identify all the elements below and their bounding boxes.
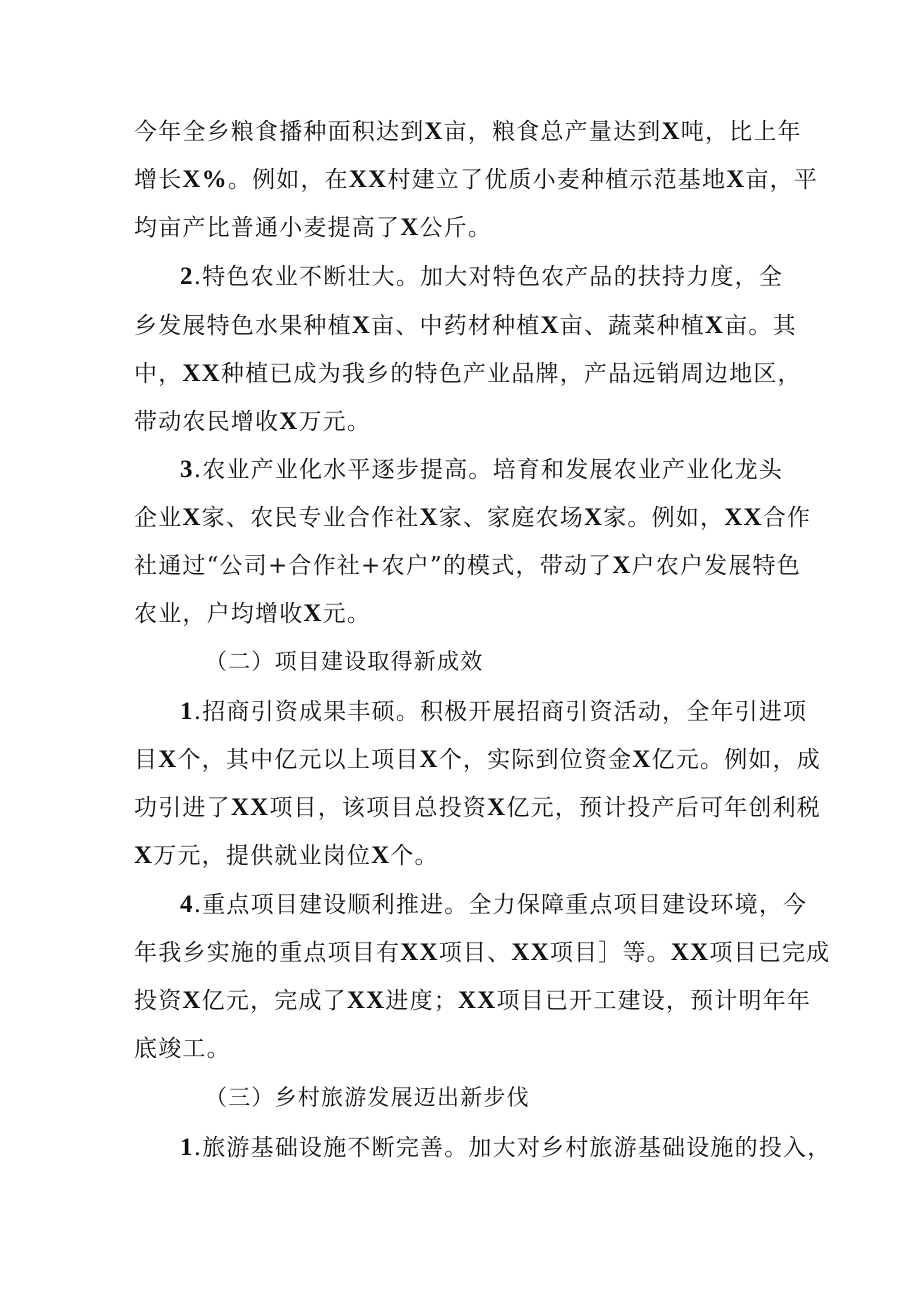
text-run: 年我乡实施的重点项目有 [134,940,401,966]
placeholder-value: X [182,504,202,531]
text-run: 家、农民专业合作社 [201,505,420,531]
placeholder-value: X [726,166,746,193]
text-run: 合作 [762,505,812,531]
text-run: 种植已成为我乡的特色产业品牌，产品远销周边地区， [220,361,802,387]
text-run: 亩。其 [724,313,797,339]
paragraph-line [134,784,822,832]
paragraph-line [134,1025,794,1073]
text-run: 个。 [390,843,439,869]
list-number: 2 [180,263,194,290]
text-run: 项目已完成 [709,940,831,966]
placeholder-value: X [279,408,299,435]
placeholder-value: XX [511,939,550,966]
placeholder-value: XX [724,504,763,531]
text-run: 村建立了优质小麦种植示范基地 [387,167,727,193]
paragraph-line [180,1124,840,1172]
paragraph-line [134,494,812,542]
placeholder-value: X [487,794,507,821]
text-run: 个，其中亿元以上项目 [177,747,420,773]
text-run: 乡发展特色水果种植 [134,313,352,339]
paragraph-line [134,398,794,446]
text-run: 带动农民增收 [134,409,280,435]
placeholder-value: X [612,552,632,579]
paragraph-line [134,977,812,1025]
paragraph-line [134,832,794,880]
text-run: 均亩产比普通小麦提高了 [134,215,401,241]
list-number: 4 [180,891,194,918]
text-run: 亩、蔬菜种植 [559,313,705,339]
text-run: 个，实际到位资金 [438,747,633,773]
list-number: 1 [180,698,194,725]
placeholder-value: XX [348,166,388,193]
placeholder-value: X [400,214,420,241]
placeholder-value: X [134,842,154,869]
section-heading: （二）项目建设取得新成效 [205,650,484,675]
placeholder-value: XX [230,794,270,821]
text-run: 项目］等。 [549,940,671,966]
placeholder-value: X [158,746,178,773]
text-run: .特色农业不断壮大。加大对特色农产品的扶持力度，全 [193,264,784,290]
placeholder-value: X [351,312,372,339]
placeholder-value: X [540,312,560,339]
text-run: 增长 [134,167,183,193]
placeholder-value: XX [182,360,221,387]
paragraph-line [134,350,802,398]
text-run: 投资 [134,988,183,1014]
list-number: 1 [180,1134,194,1161]
text-run: 家、家庭农场 [438,505,584,531]
paragraph-line [134,929,831,977]
placeholder-value: X [419,746,439,773]
text-run: .旅游基础设施不断完善。加大对乡村旅游基础设施的投入， [193,1135,832,1161]
text-run: 农业，户均增收 [134,601,304,627]
paragraph-line [180,253,840,301]
text-run: .农业产业化水平逐步提高。培育和发展农业产业化龙头 [193,457,784,483]
placeholder-value: XX [670,939,710,966]
text-run: 。例如，在 [227,167,349,193]
placeholder-value: X% [182,166,228,193]
placeholder-value: X [303,600,323,627]
text-run: 亿元。例如，成 [651,747,822,773]
text-run: 今年全乡粮食播种面积达到 [134,119,425,145]
text-run: 元。 [322,601,372,627]
placeholder-value: X [583,504,604,531]
placeholder-value: X [419,504,439,531]
text-run: 亩，粮食总产量达到 [443,119,662,145]
placeholder-value: X [182,987,202,1014]
paragraph-line [134,302,797,350]
paragraph-line [134,108,802,156]
paragraph-line [134,204,794,252]
text-run: 亿元，预计投产后可年创利税 [506,795,822,821]
paragraph-line [134,542,801,590]
text-run: 底竣工。 [134,1036,231,1062]
section-heading: （三）乡村旅游发展迈出新步伐 [205,1086,530,1111]
placeholder-value: X [704,312,725,339]
paragraph-line [134,590,794,638]
text-run: 亩，平 [745,167,819,193]
text-run: 公斤。 [419,215,493,241]
text-run: 中， [134,361,183,387]
placeholder-value: X [371,842,391,869]
text-run: 项目，该项目总投资 [269,795,488,821]
text-run: 亩、中药材种植 [371,313,541,339]
paragraph-line [180,688,840,736]
placeholder-value: X [424,118,444,145]
placeholder-value: X [632,746,652,773]
text-run: 万元，提供就业岗位 [153,843,372,869]
text-run: .重点项目建设顺利推进。全力保障重点项目建设环境，今 [193,892,808,918]
text-run: 社通过“公司+合作社+农户”的模式，带动了 [134,553,613,579]
text-run: 项目已开工建设，预计明年年 [496,988,812,1014]
text-run: 进度； [385,988,458,1014]
text-run: 家。例如， [603,505,725,531]
placeholder-value: X [661,118,681,145]
text-run: 目 [134,747,159,773]
paragraph-line [180,446,840,494]
paragraph-line [180,881,840,929]
text-run: 企业 [134,505,183,531]
text-run: 户农户发展特色 [631,553,801,579]
text-run: .招商引资成果丰硕。积极开展招商引资活动，全年引进项 [193,699,808,725]
paragraph-line [134,736,822,784]
paragraph-line [134,156,819,204]
text-run: 功引进了 [134,795,231,821]
text-run: 项目、 [438,940,512,966]
text-run: 万元。 [298,409,372,435]
placeholder-value: XX [458,987,497,1014]
placeholder-value: XX [400,939,439,966]
text-run: 亿元，完成了 [201,988,347,1014]
placeholder-value: XX [346,987,386,1014]
list-number: 3 [180,456,194,483]
text-run: 吨，比上年 [680,119,802,145]
